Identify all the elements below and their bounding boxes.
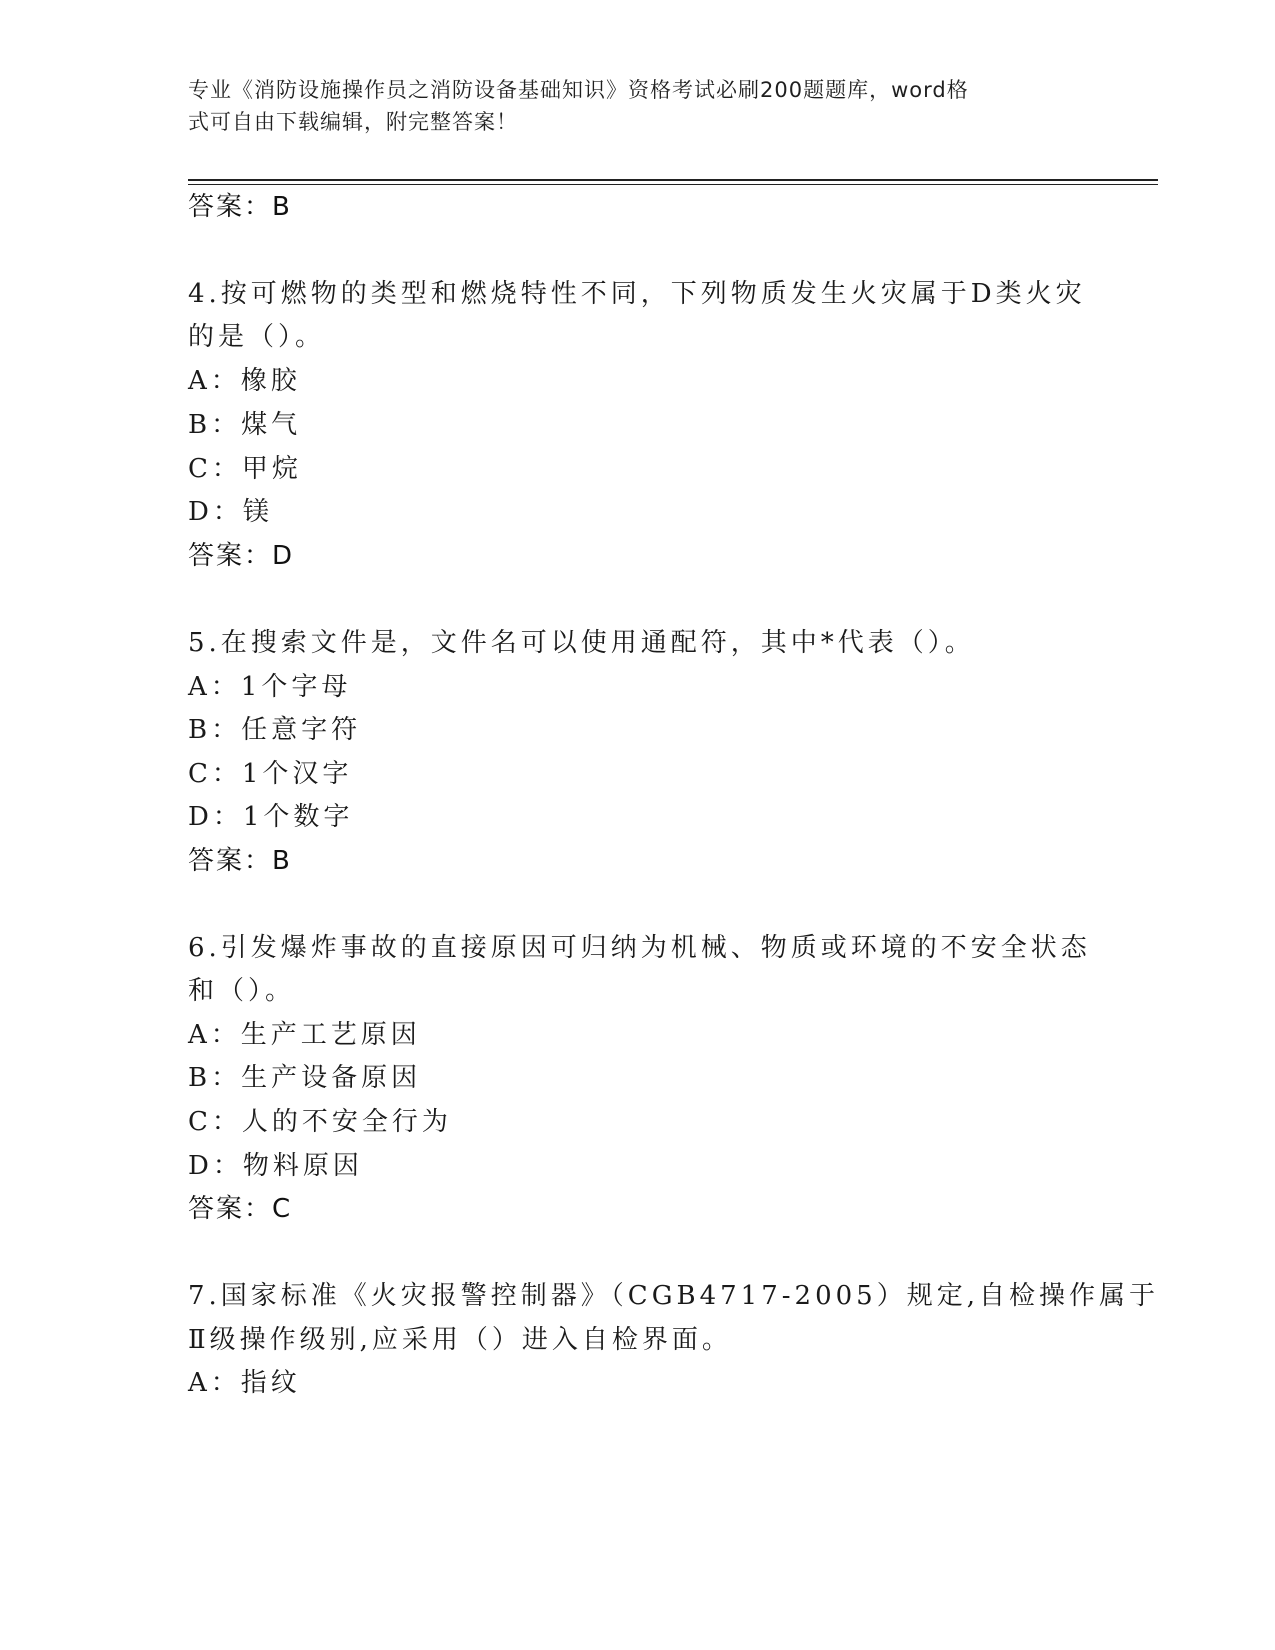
question-5-answer: 答案：B: [188, 846, 292, 876]
question-5-option-a: A：1个字母: [188, 672, 352, 702]
question-6-option-a: A：生产工艺原因: [188, 1020, 421, 1050]
question-5-option-b: B：任意字符: [188, 715, 362, 745]
question-6-stem-line-1: 6.引发爆炸事故的直接原因可归纳为机械、物质或环境的不安全状态: [188, 933, 1091, 963]
question-5-stem-line-1: 5.在搜索文件是，文件名可以使用通配符，其中*代表（）。: [188, 628, 975, 658]
header-divider-thin: [188, 184, 1158, 185]
question-4-answer: 答案：D: [188, 541, 295, 571]
question-4-option-a: A：橡胶: [188, 366, 301, 396]
question-6-answer: 答案：C: [188, 1194, 293, 1224]
question-7-stem-line-2: Ⅱ级操作级别,应采用（）进入自检界面。: [188, 1325, 732, 1355]
question-6-option-c: C：人的不安全行为: [188, 1107, 452, 1137]
header-line-1: 专业《消防设施操作员之消防设备基础知识》资格考试必刷200题题库，word格: [188, 78, 969, 102]
question-6-stem-line-2: 和（）。: [188, 976, 296, 1006]
question-4-stem-line-1: 4.按可燃物的类型和燃烧特性不同，下列物质发生火灾属于D类火灾: [188, 279, 1086, 309]
header-line-2: 式可自由下载编辑，附完整答案！: [188, 110, 518, 134]
document-header: [188, 74, 1068, 138]
question-4-stem-line-2: 的是（）。: [188, 322, 326, 352]
question-4-option-d: D：镁: [188, 497, 273, 527]
question-5-option-c: C：1个汉字: [188, 759, 353, 789]
previous-answer: 答案：B: [188, 192, 292, 222]
question-4-option-c: C：甲烷: [188, 454, 302, 484]
question-7-option-a: A：指纹: [188, 1368, 301, 1398]
question-7-stem-line-1: 7.国家标准《火灾报警控制器》（CGB4717-2005）规定,自检操作属于: [188, 1281, 1159, 1311]
question-6-option-b: B：生产设备原因: [188, 1063, 422, 1093]
question-4-option-b: B：煤气: [188, 410, 302, 440]
question-6-option-d: D：物料原因: [188, 1151, 363, 1181]
header-divider: [188, 179, 1158, 181]
question-5-option-d: D：1个数字: [188, 802, 354, 832]
